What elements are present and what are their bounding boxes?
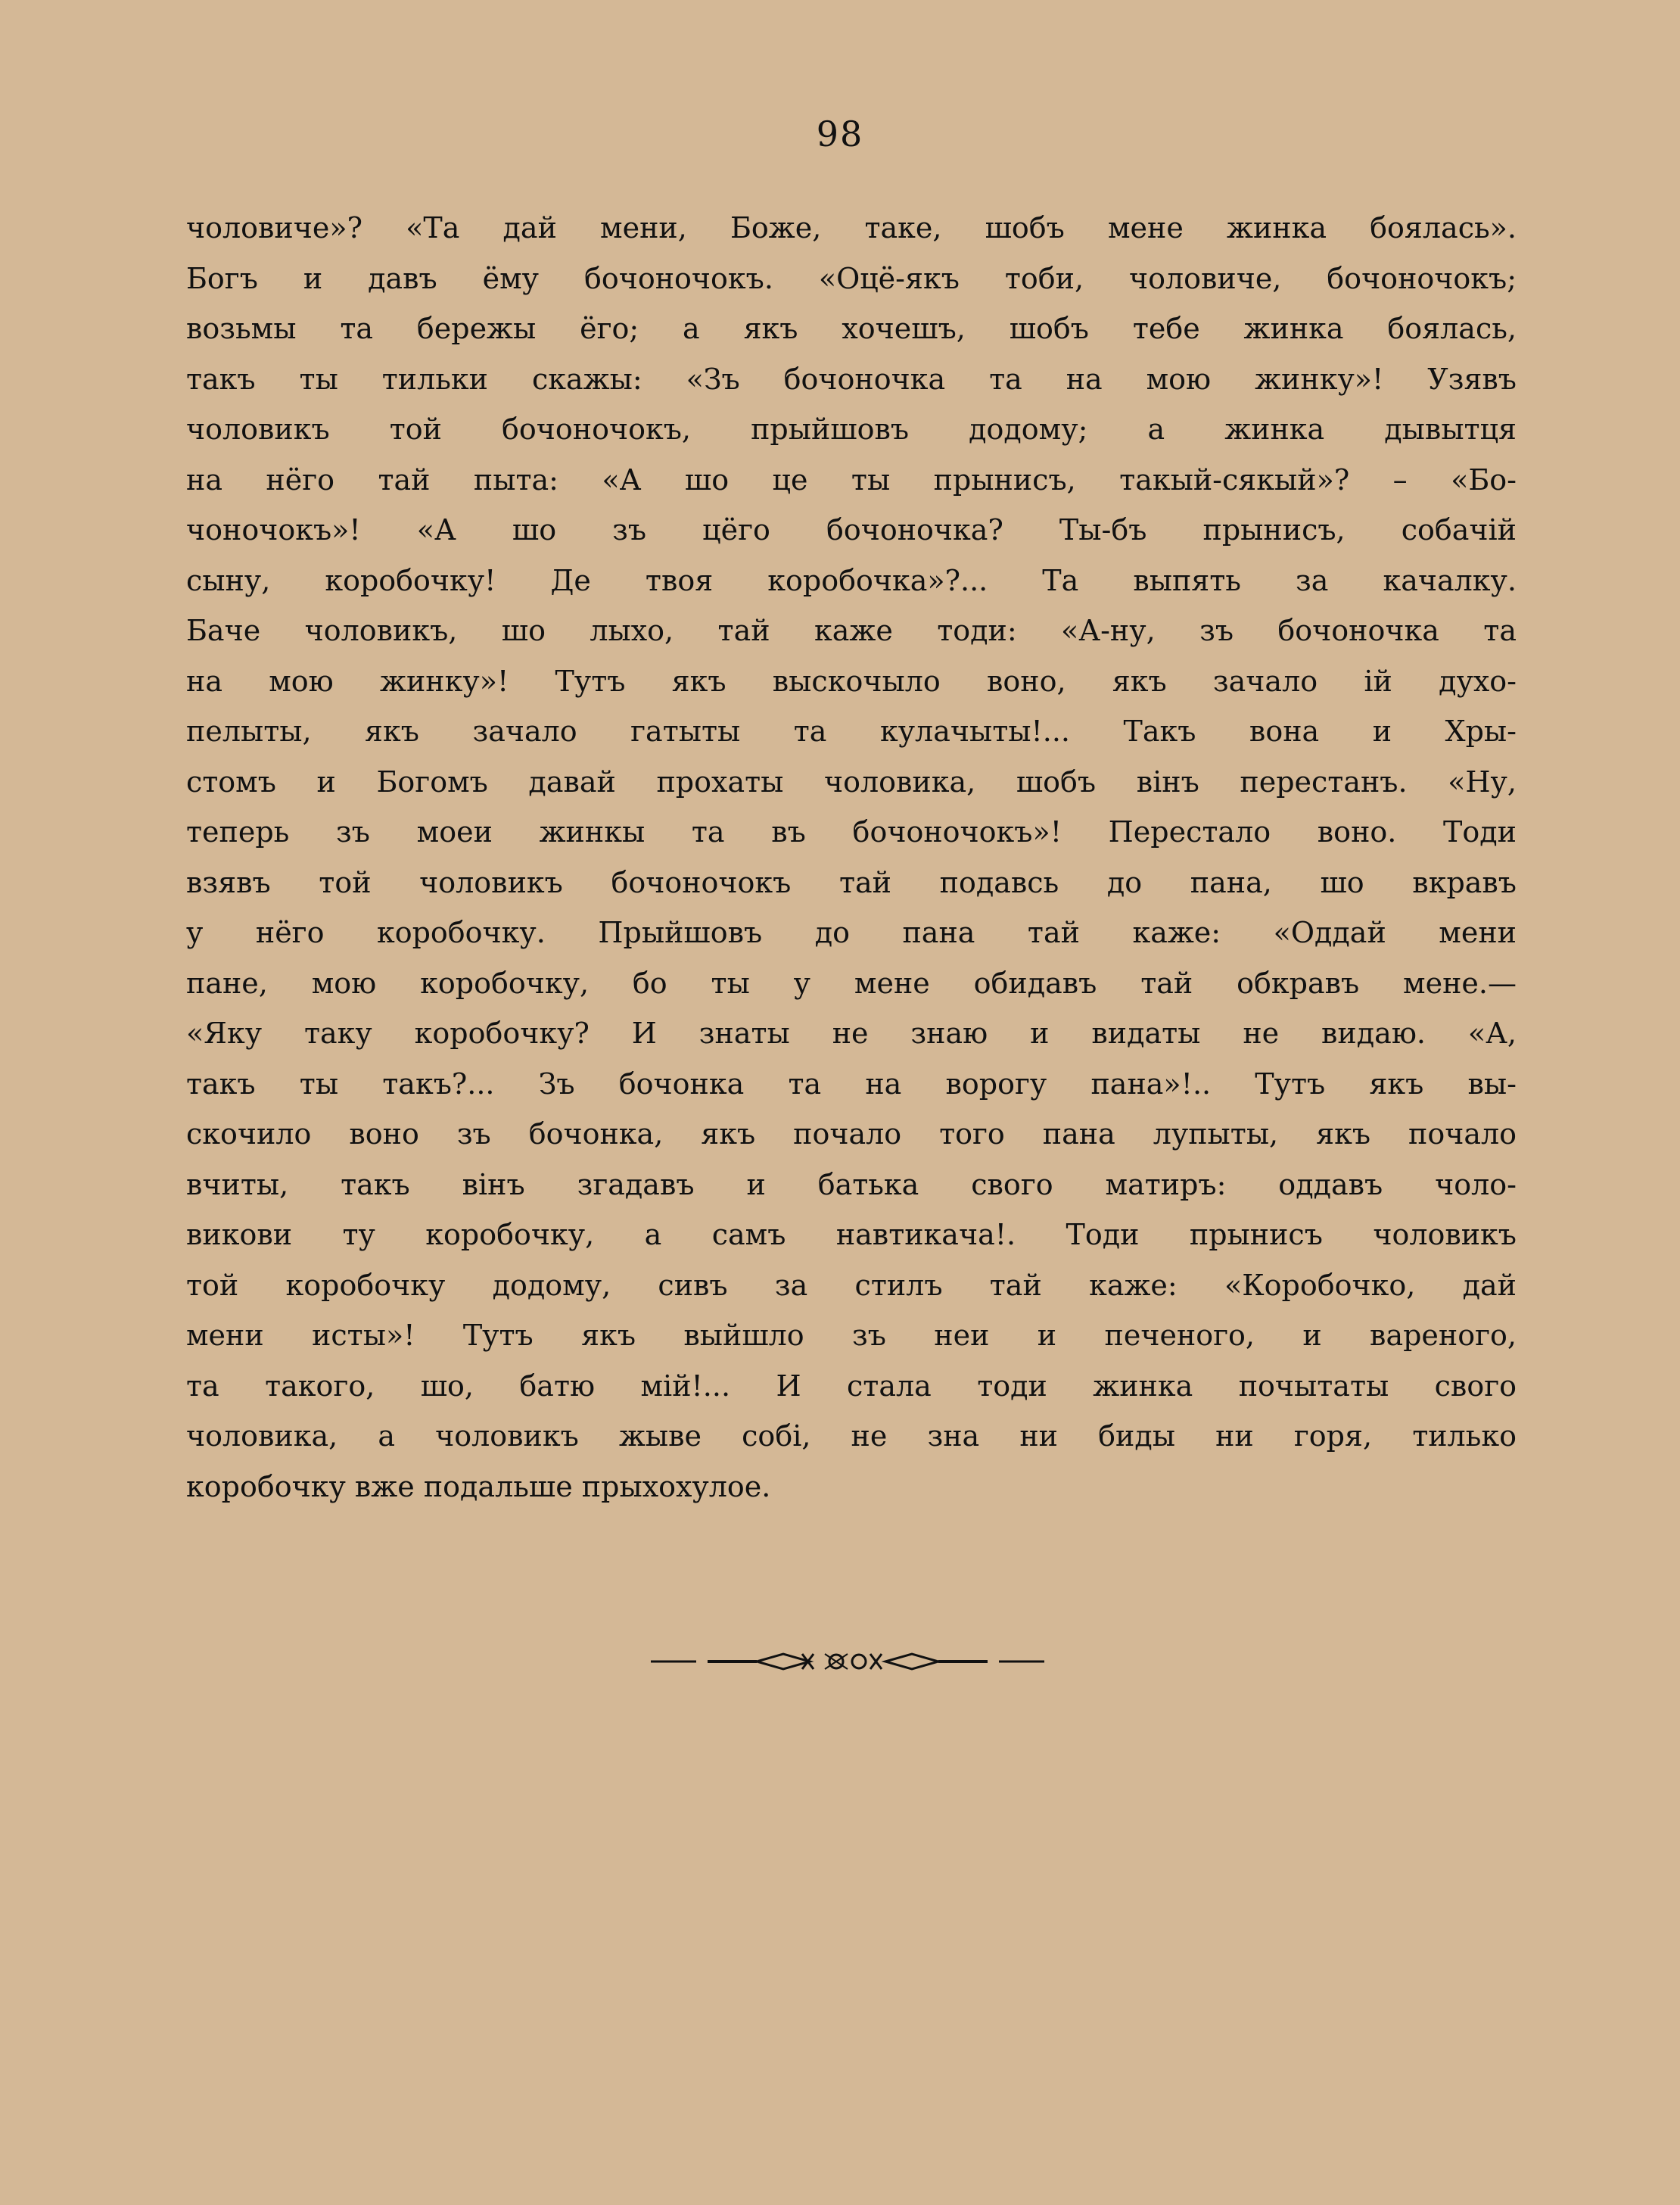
text-line: та такого, шо, батю мій!... И стала тоди жинка почытаты свого bbox=[186, 1369, 1517, 1403]
text-line: скочило воно зъ бочонка, якъ почало того пана лупыты, якъ почало bbox=[186, 1117, 1517, 1151]
text-line: коробочку вже подальше прыхохулое. bbox=[186, 1469, 771, 1503]
ornamental-divider bbox=[651, 1650, 1044, 1673]
text-line: у нёго коробочку. Прыйшовъ до пана тай каже: «Оддай мени bbox=[186, 916, 1517, 949]
text-line: викови ту коробочку, а самъ навтикача!. Тоди прынисъ чоловикъ bbox=[186, 1218, 1517, 1251]
text-line: той коробочку додому, сивъ за стилъ тай каже: «Коробочко, дай bbox=[186, 1268, 1517, 1302]
text-line: такъ ты тильки скажы: «Зъ бочоночка та на мою жинку»! Узявъ bbox=[186, 362, 1517, 396]
text-line: Баче чоловикъ, шо лыхо, тай каже тоди: «А-ну, зъ бочоночка та bbox=[186, 614, 1517, 647]
text-line: чоловика, а чоловикъ жыве собі, не зна ни биды ни горя, тилько bbox=[186, 1419, 1517, 1453]
text-line: мени исты»! Тутъ якъ выйшло зъ неи и печеного, и вареного, bbox=[186, 1319, 1517, 1352]
text-line: Богъ и давъ ёму бочоночокъ. «Оцё-якъ тоби, чоловиче, бочоночокъ; bbox=[186, 261, 1517, 295]
text-line: стомъ и Богомъ давай прохаты чоловика, шобъ вінъ перестанъ. «Ну, bbox=[186, 765, 1517, 799]
text-line: на мою жинку»! Тутъ якъ выскочыло воно, якъ зачало ій духо- bbox=[186, 664, 1517, 698]
text-line: пане, мою коробочку, бо ты у мене обидавъ тай обкравъ мене.— bbox=[186, 966, 1517, 1000]
text-line: пелыты, якъ зачало гатыты та кулачыты!... Такъ вона и Хры- bbox=[186, 715, 1517, 748]
text-line: теперь зъ моеи жинкы та въ бочоночокъ»! Перестало воно. Тоди bbox=[186, 815, 1517, 849]
text-line: чоловикъ той бочоночокъ, прыйшовъ додому; а жинка дывытця bbox=[186, 413, 1517, 446]
page-number: 98 bbox=[816, 114, 864, 154]
text-line: на нёго тай пыта: «А шо це ты прынисъ, такый-сякый»? – «Бо- bbox=[186, 462, 1517, 497]
body-text bbox=[186, 203, 1517, 1512]
text-line: возьмы та бережы ёго; а якъ хочешъ, шобъ тебе жинка боялась, bbox=[186, 312, 1517, 345]
text-line: сыну, коробочку! Де твоя коробочка»?... Та выпять за качалку. bbox=[186, 563, 1517, 597]
text-line: «Яку таку коробочку? И знаты не знаю и видаты не видаю. «А, bbox=[186, 1017, 1517, 1050]
text-line: взявъ той чоловикъ бочоночокъ тай подавсь до пана, шо вкравъ bbox=[186, 865, 1517, 899]
text-line: чоловиче»? «Та дай мени, Боже, таке, шобъ мене жинка боялась». bbox=[186, 211, 1517, 244]
text-line: вчиты, такъ вінъ згадавъ и батька свого матиръ: оддавъ чоло- bbox=[186, 1167, 1517, 1201]
text-line: чоночокъ»! «А шо зъ цёго бочоночка? Ты-бъ прынисъ, собачій bbox=[186, 513, 1517, 547]
text-line: такъ ты такъ?... Зъ бочонка та на ворогу пана»!.. Тутъ якъ вы- bbox=[186, 1067, 1517, 1101]
